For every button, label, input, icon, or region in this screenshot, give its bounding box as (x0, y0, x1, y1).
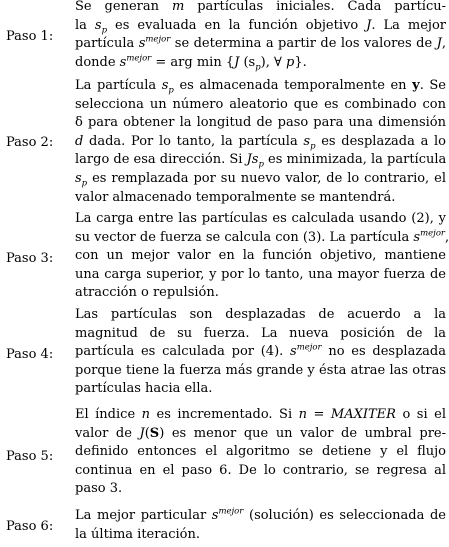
step-5-line-2: valor de J(S) es menor que un valor de umbral pre- (75, 425, 446, 441)
step-1-line-2: la $s_p$ es evaluada en la función objetivo J. La mejor (75, 17, 447, 36)
step-4-text (75, 306, 446, 399)
step-3-line-1: La carga entre las partículas es calculada usando (2), y (75, 211, 446, 226)
step-1-label: Paso 1: (6, 29, 54, 44)
step-5-line-3: definido entonces el algoritmo se detiene y el flujo (75, 444, 446, 460)
step-4-line-5: partículas hacia ella. (75, 381, 213, 397)
step-2-line-3: δ para obtener la longitud de paso para una dimensión (75, 115, 446, 131)
step-6-text (75, 507, 446, 544)
step-5-line-4: continua en el paso 6. De lo contrario, se regresa al (75, 462, 446, 478)
step-4-line-3: partícula es calculada por (4). $s^{mejor}$ no es desplazada (75, 342, 446, 360)
step-4-line-2: magnitud de su fuerza. La nueva posición de la (75, 325, 446, 341)
step-5-line-5: paso 3. (75, 481, 123, 497)
step-1-line-3: partícula $s^{mejor}$ se determina a partir de los valores de J, (75, 34, 446, 52)
step-6-line-2: la última iteración. (75, 526, 200, 542)
step-2-line-6: $s_p$ es remplazada por su nuevo valor, de lo contrario, el (75, 170, 446, 189)
step-4-line-1: Las partículas son desplazadas de acuerdo a la (75, 307, 446, 322)
step-1-text (75, 0, 446, 72)
step-2-label: Paso 2: (6, 135, 54, 150)
step-6-label: Paso 6: (6, 519, 54, 534)
step-2-line-4: d dada. Por lo tanto, la partícula $s_p$ es desplazada a lo (75, 133, 447, 152)
step-1-line-4: donde $s^{mejor}$ = arg min {J $(s_p)$, ∀ p}. (75, 53, 307, 73)
step-3-line-5: atracción o repulsión. (75, 285, 219, 301)
step-4-label: Paso 4: (6, 347, 54, 362)
step-6-line-1: La mejor particular $s^{mejor}$ (solución) es seleccionada de (75, 506, 446, 523)
step-5-label: Paso 5: (6, 449, 54, 464)
step-2-line-2: selecciona un número aleatorio que es combinado con (75, 96, 446, 112)
step-5-text (75, 406, 446, 499)
step-2-line-7: valor almacenado temporalmente se mantendrá. (75, 189, 396, 205)
step-3-line-3: con un mejor valor en la función objetivo, mantiene (75, 248, 446, 264)
step-3-line-2: su vector de fuerza se calcula con (3). La partícula $s^{mejor}$, (75, 228, 449, 245)
step-2-line-5: largo de esa dirección. Si $Js_p$ es minimizada, la partícula (75, 152, 447, 170)
step-4-line-4: porque tiene la fuerza más grande y ésta atrae las otras (75, 362, 446, 378)
step-5-line-1: El índice n es incrementado. Si n = MAXITER o si el (75, 407, 446, 422)
step-1-line-1: Se generan m partículas iniciales. Cada partícu- (75, 0, 446, 14)
step-3-label: Paso 3: (6, 251, 54, 266)
step-3-text (75, 210, 449, 303)
step-2-text (75, 77, 446, 207)
step-3-line-4: una carga superior, y por lo tanto, una mayor fuerza de (75, 266, 446, 282)
step-2-line-1: La partícula $s_p$ es almacenada temporalmente en y. Se (75, 78, 446, 96)
